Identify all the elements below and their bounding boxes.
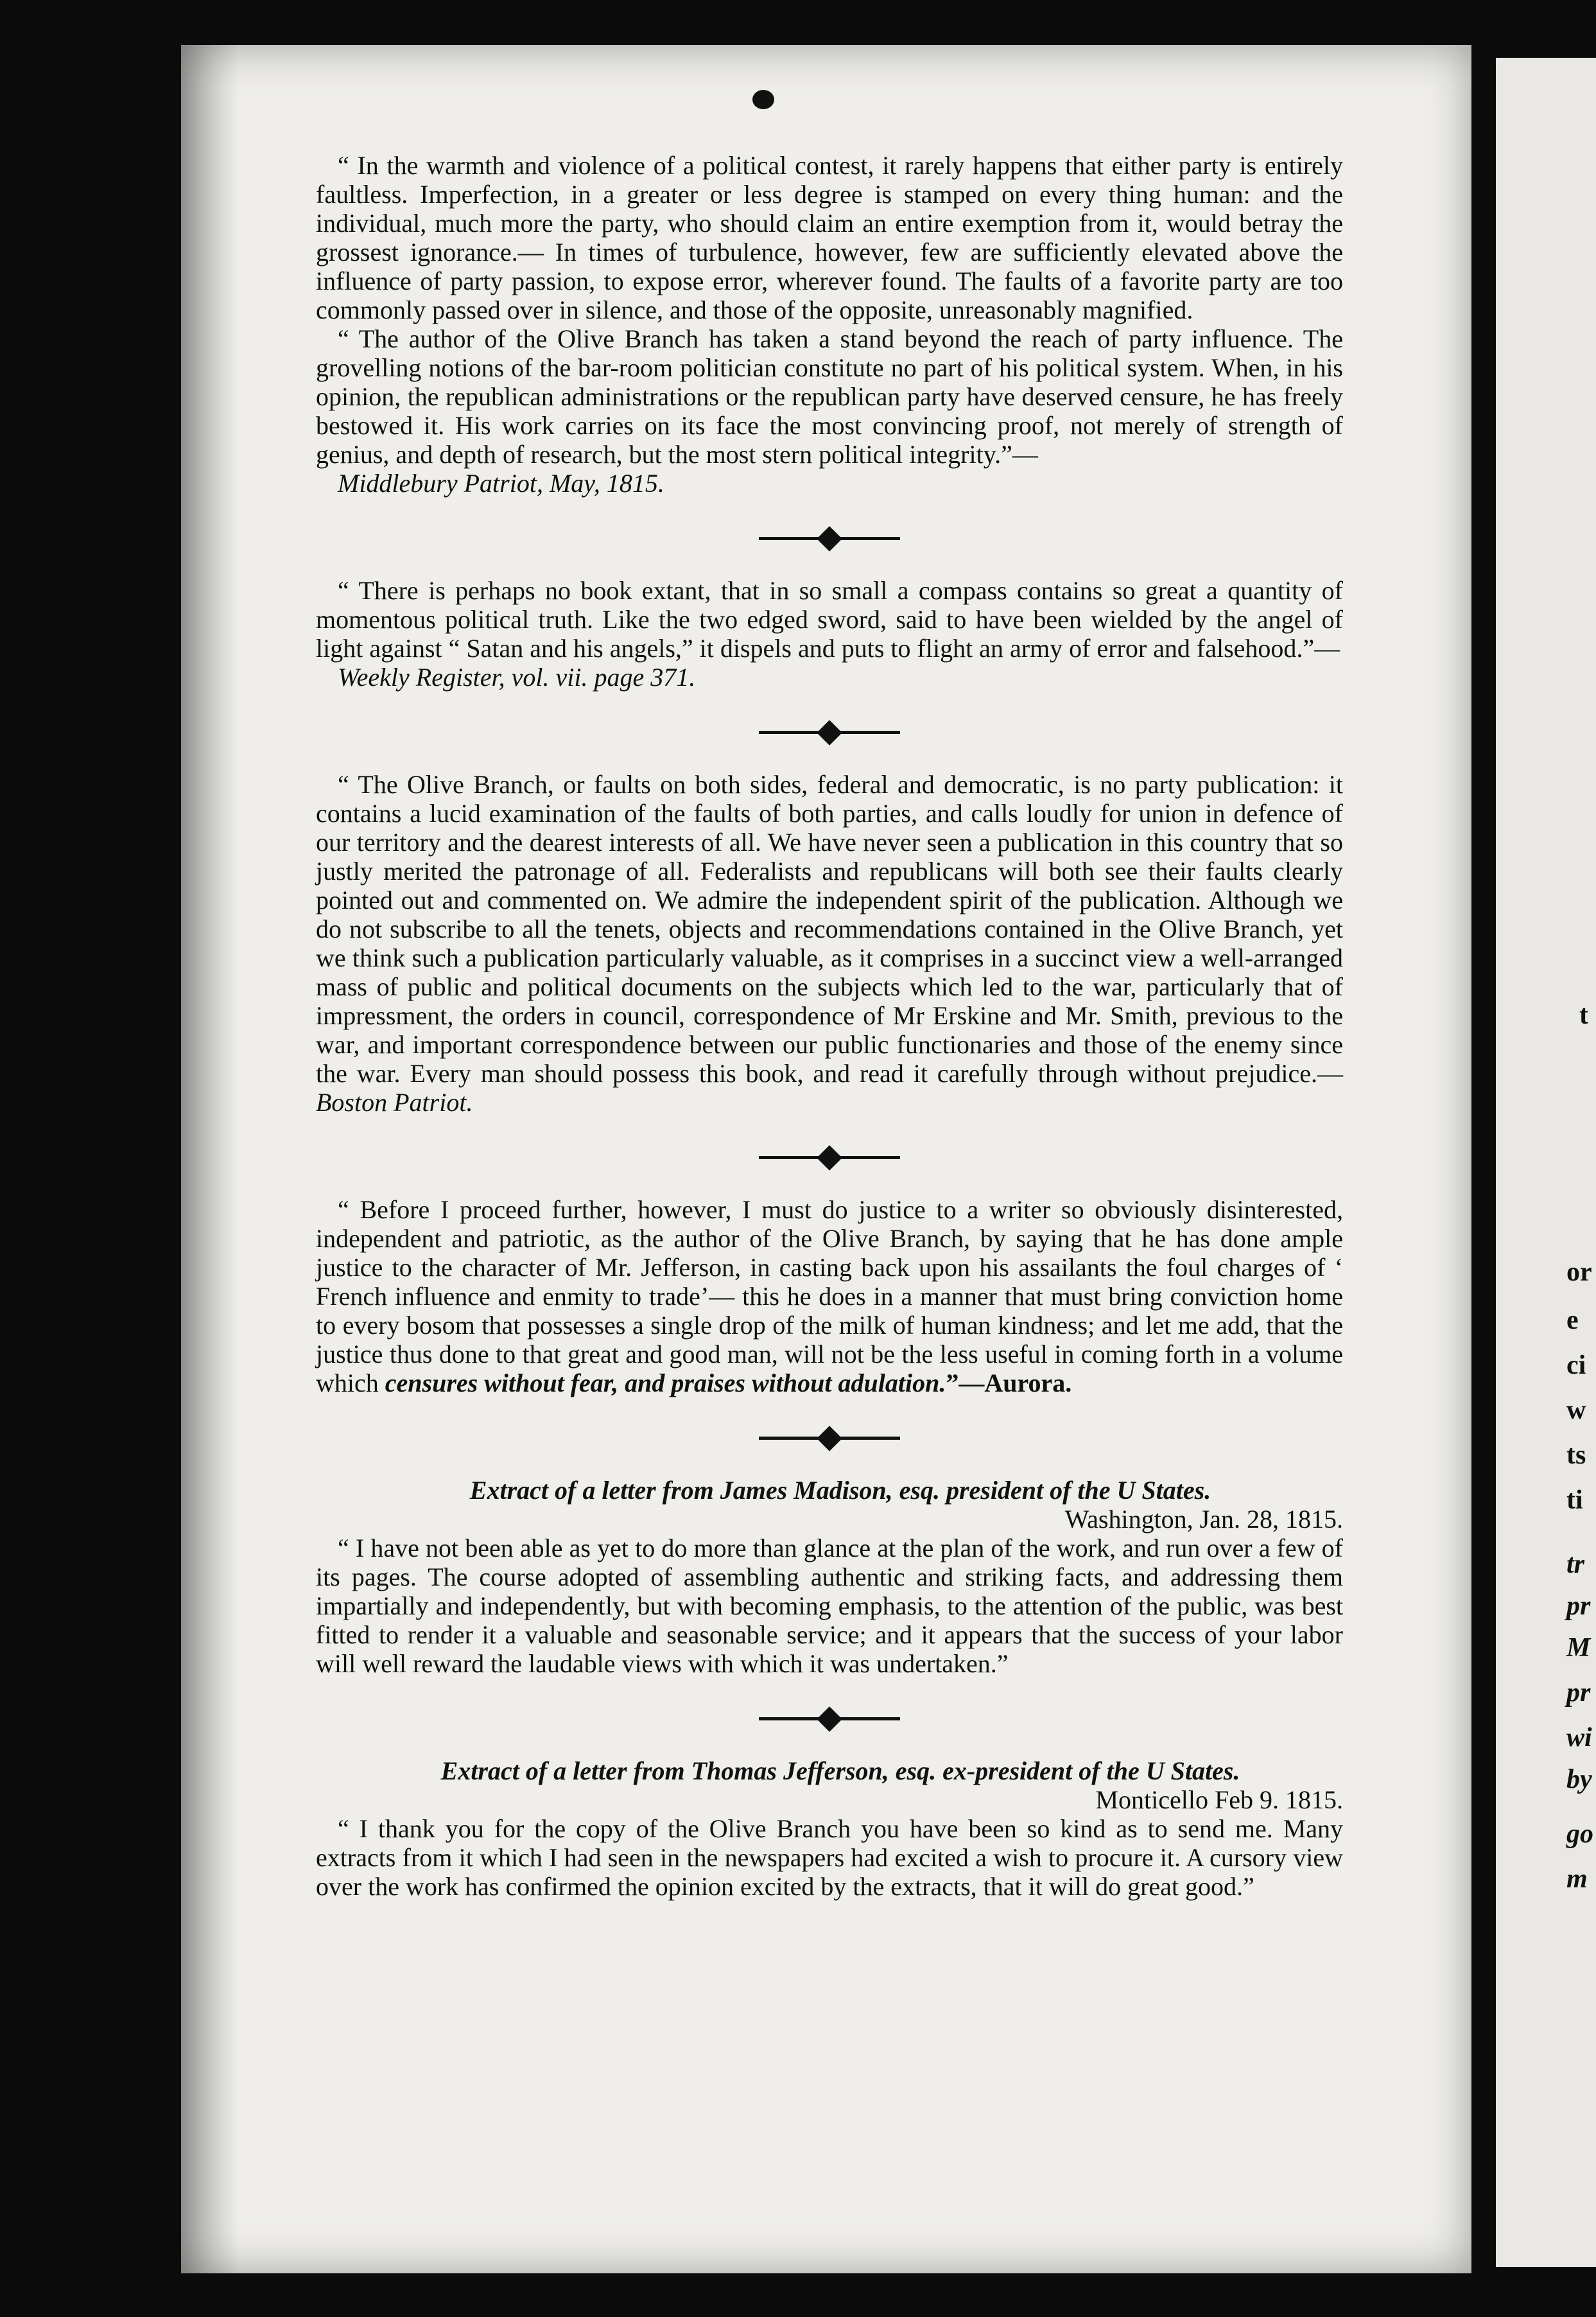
facing-page-fragment: by xyxy=(1566,1765,1592,1794)
facing-page-fragment: ci xyxy=(1566,1351,1586,1380)
facing-page-fragment: ti xyxy=(1566,1485,1583,1515)
ornamental-rule xyxy=(759,529,900,548)
madison-letter-text: “ I have not been able as yet to do more than glance at the plan of the work, and run over a few of its pages. The course adopted of assembling authentic and striking facts, and addressing them impartially and independently, but with becoming emphasis, to the attention of the public, was best fitted to render it a valuable and seasonable service; and it appears that the success of your labor will well reward the laudable views with which it was undertaken.” xyxy=(316,1534,1343,1678)
page-gutter-shadow xyxy=(181,45,239,2273)
jefferson-letter-text: “ I thank you for the copy of the Olive Branch you have been so kind as to send me. Many extracts from it which I had seen in the newspapers had excited a wish to procure it. A cursory view over the work has confirmed the opinion excited by the extracts, that it will do great good.” xyxy=(316,1814,1343,1901)
review-source: Boston Patriot. xyxy=(316,1088,473,1117)
review-source: Middlebury Patriot, May, 1815. xyxy=(338,469,664,498)
review-source: ”—Aurora. xyxy=(946,1368,1072,1397)
ornamental-rule xyxy=(759,1148,900,1167)
facing-page-fragment: e xyxy=(1566,1306,1579,1335)
review-aurora: “ Before I proceed further, however, I must do justice to a writer so obviously disinterested, independent and patriotic, as the author of the Olive Branch, by saying that he has done ample justice to the character of Mr. Jefferson, in casting back upon his assailants the foul charges of ‘ French influence and enmity to trade’— this he does in a manner that must bring conviction home to every bosom that possesses a single drop of the milk of human kindness; and let me add, that the justice thus done to that great and good man, will not be the less useful in coming forth in a volume which censures without fear, and praises without adulation.”—Aurora. xyxy=(316,1195,1343,1397)
facing-page xyxy=(1496,58,1596,2267)
review-middlebury-paragraph-2: “ The author of the Olive Branch has taken a stand beyond the reach of party influence. The grovelling notions of the bar-room politician constitute no part of his political system. When, in his opinion, the republican administrations or the republican party have deserved censure, he has freely bestowed it. His work carries on its face the most convincing proof, not merely of strength of genius, and depth of research, but the most stern political integrity.”— Middlebury Patriot, May, 1815. xyxy=(316,324,1343,498)
facing-page-fragment: tr xyxy=(1566,1550,1585,1579)
facing-page-fragment: pr xyxy=(1566,1678,1591,1708)
facing-page-fragment: w xyxy=(1566,1395,1586,1425)
facing-page-fragment: go xyxy=(1566,1819,1593,1849)
madison-place-date: Washington, Jan. 28, 1815. xyxy=(1064,1505,1343,1534)
review-middlebury-paragraph-1: “ In the warmth and violence of a political contest, it rarely happens that either party is entirely faultless. Imperfection, in a greater or less degree is stamped on every thing human: and the individual, much more the party, who should claim an entire exemption from it, would betray the grossest ignorance.— In times of turbulence, however, few are sufficiently elevated above the influence of party passion, to expose error, wherever found. The faults of a favorite party are too commonly passed over in silence, and those of the opposite, unreasonably magnified. xyxy=(316,151,1343,324)
facing-page-fragment: t xyxy=(1579,1001,1588,1030)
ornamental-rule xyxy=(759,1709,900,1728)
review-weekly-register: “ There is perhaps no book extant, that in so small a compass contains so great a quantity of momentous political truth. Like the two edged sword, said to have been wielded by the angel of light against “ Satan and his angels,” it dispels and puts to flight an army of error and falsehood.”— Weekly Register, vol. vii. page 371. xyxy=(316,576,1343,692)
jefferson-extract-heading: Extract of a letter from Thomas Jefferson, esq. ex-president of the U States. xyxy=(440,1756,1240,1785)
ornamental-rule xyxy=(759,1428,900,1447)
madison-extract-heading: Extract of a letter from James Madison, esq. president of the U States. xyxy=(469,1476,1211,1505)
jefferson-place-date: Monticello Feb 9. 1815. xyxy=(1095,1785,1343,1814)
review-source: Weekly Register, vol. vii. page 371. xyxy=(338,663,696,692)
facing-page-fragment: wi xyxy=(1566,1723,1592,1753)
facing-page-fragment: m xyxy=(1566,1864,1588,1894)
facing-page-fragment: M xyxy=(1566,1633,1591,1663)
review-emphasis: censures without fear, and praises without adulation. xyxy=(385,1368,946,1397)
ink-blot-mark xyxy=(752,90,774,109)
ornamental-rule xyxy=(759,722,900,742)
facing-page-fragment: ts xyxy=(1566,1440,1586,1470)
facing-page-fragment: or xyxy=(1566,1257,1592,1287)
page-text-block xyxy=(316,151,1343,1901)
facing-page-fragment: pr xyxy=(1566,1591,1591,1621)
review-boston-patriot: “ The Olive Branch, or faults on both sides, federal and democratic, is no party publication: it contains a lucid examination of the faults of both parties, and calls loudly for union in defence of our territory and the dearest interests of all. We have never seen a publication in this country that so justly merited the patronage of all. Federalists and republicans will both see their faults clearly pointed out and commented on. We admire the independent spirit of the publication. Although we do not subscribe to all the tenets, objects and recommendations contained in the Olive Branch, yet we think such a publication particularly valuable, as it comprises in a succinct view a well-arranged mass of public and political documents on the subjects which led to the war, particularly that of impressment, the orders in council, correspondence of Mr Erskine and Mr. Smith, previous to the war, and important correspondence between our public functionaries and those of the enemy since the war. Every man should possess this book, and read it carefully through without prejudice.—Boston Patriot. xyxy=(316,770,1343,1117)
